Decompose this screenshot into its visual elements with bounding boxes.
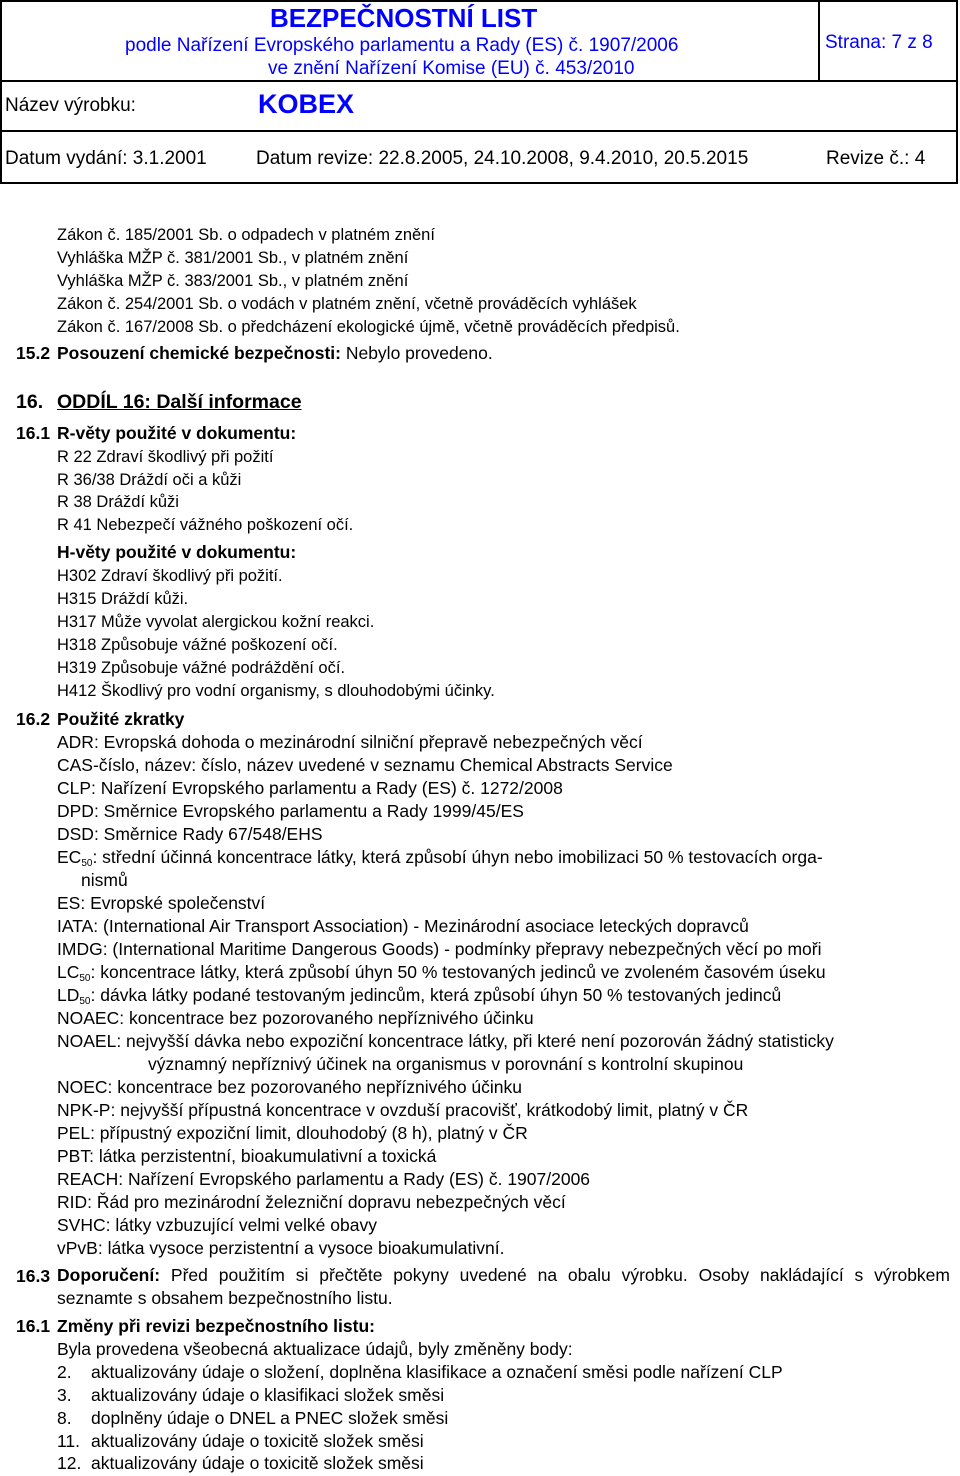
ld50-text: : dávka látky podané testovaným jedincům, která způsobí úhyn 50 % testovaných jedinců <box>90 985 782 1005</box>
abbreviation-lc50 <box>57 962 826 982</box>
abbreviation-svhc: SVHC: látky vzbuzující velmi velké obavy <box>57 1215 377 1235</box>
lc50-prefix: LC <box>57 962 80 982</box>
abbreviation-es: ES: Evropské společenství <box>57 893 266 913</box>
legislation-item: Zákon č. 185/2001 Sb. o odpadech v platném znění <box>57 226 435 244</box>
abbreviation-reach: REACH: Nařízení Evropského parlamentu a Rady (ES) č. 1907/2006 <box>57 1169 591 1189</box>
ec50-subscript: 50 <box>81 858 93 869</box>
abbreviation-imdg: IMDG: (International Maritime Dangerous Goods) - podmínky přepravy nebezpečných věcí po moři <box>57 939 822 959</box>
lc50-subscript: 50 <box>79 973 91 984</box>
abbreviation-adr: ADR: Evropská dohoda o mezinárodní silniční přepravě nebezpečných věcí <box>57 732 643 752</box>
abbreviation-pel: PEL: přípustný expoziční limit, dlouhodobý (8 h), platný v ČR <box>57 1123 528 1143</box>
revision-item-text: aktualizovány údaje o toxicitě složek směsi <box>91 1431 424 1451</box>
revision-changes-title: Změny při revizi bezpečnostního listu: <box>57 1316 375 1336</box>
revision-item-text: aktualizovány údaje o klasifikaci složek směsi <box>91 1385 445 1405</box>
product-label: Název výrobku: <box>5 95 136 116</box>
h-phrase: H318 Způsobuje vážné poškození očí. <box>57 636 338 654</box>
revision-changes-intro: Byla provedena všeobecná aktualizace údajů, byly změněny body: <box>57 1339 573 1359</box>
revision-item-number: 11. <box>57 1431 81 1451</box>
legislation-item: Vyhláška MŽP č. 381/2001 Sb., v platném znění <box>57 249 409 267</box>
regulation-line-2: ve znění Nařízení Komise (EU) č. 453/2010 <box>268 58 635 79</box>
legislation-item: Vyhláška MŽP č. 383/2001 Sb., v platném znění <box>57 272 409 290</box>
abbreviation-ec50-continued: nismů <box>81 870 128 890</box>
abbreviation-cas: CAS-číslo, název: číslo, název uvedené v seznamu Chemical Abstracts Service <box>57 755 673 775</box>
product-name: KOBEX <box>258 89 355 119</box>
revision-item-text: doplněny údaje o DNEL a PNEC složek směsi <box>91 1408 449 1428</box>
header-border-top <box>0 0 958 2</box>
r-phrase: R 36/38 Dráždí oči a kůži <box>57 471 242 489</box>
recommendation-paragraph <box>57 1264 950 1310</box>
abbreviation-npkp: NPK-P: nejvyšší přípustná koncentrace v ovzduší pracovišť, krátkodobý limit, platný v ČR <box>57 1100 749 1120</box>
document-header <box>0 0 958 184</box>
revision-item-number: 12. <box>57 1453 82 1473</box>
revision-number: Revize č.: 4 <box>826 148 926 169</box>
csa-value: Nebylo provedeno. <box>340 343 493 363</box>
header-divider-page <box>818 0 820 82</box>
revision-item-text: aktualizovány údaje o složení, doplněna klasifikace a označení směsi podle nařízení CLP <box>91 1362 783 1382</box>
section-number: 16. <box>16 391 44 413</box>
chemical-safety-assessment <box>57 343 493 363</box>
abbreviation-pbt: PBT: látka perzistentní, bioakumulativní a toxická <box>57 1146 437 1166</box>
abbreviation-noec: NOEC: koncentrace bez pozorovaného nepříznivého účinku <box>57 1077 522 1097</box>
revision-item-number: 8. <box>57 1408 72 1428</box>
h-phrases-title: H-věty použité v dokumentu: <box>57 542 297 562</box>
abbreviation-dsd: DSD: Směrnice Rady 67/548/EHS <box>57 824 323 844</box>
header-border-left <box>0 0 2 184</box>
recommendation-text: Před použitím si přečtěte pokyny uvedené na obalu výrobku. Osoby nakládající s výrobkem seznamte s obsahem bezpečnostního listu. <box>57 1265 950 1308</box>
r-phrase: R 22 Zdraví škodlivý při požití <box>57 448 274 466</box>
section-number: 16.1 <box>16 1316 51 1336</box>
header-border-right <box>956 0 958 184</box>
r-phrase: R 41 Nebezpečí vážného poškození očí. <box>57 516 354 534</box>
header-divider-row1 <box>0 80 958 82</box>
legislation-item: Zákon č. 167/2008 Sb. o předcházení ekologické újmě, včetně prováděcích předpisů. <box>57 318 680 336</box>
h-phrase: H319 Způsobuje vážné podráždění očí. <box>57 659 346 677</box>
csa-label: Posouzení chemické bezpečnosti: <box>57 343 341 363</box>
regulation-line-1: podle Nařízení Evropského parlamentu a Rady (ES) č. 1907/2006 <box>125 35 679 56</box>
abbreviation-vpvb: vPvB: látka vysoce perzistentní a vysoce bioakumulativní. <box>57 1238 505 1258</box>
revision-dates: Datum revize: 22.8.2005, 24.10.2008, 9.4.2010, 20.5.2015 <box>256 148 749 169</box>
lc50-text: : koncentrace látky, která způsobí úhyn 50 % testovaných jedinců ve zvoleném časovém úseku <box>90 962 826 982</box>
section-number: 16.3 <box>16 1266 51 1286</box>
h-phrase: H317 Může vyvolat alergickou kožní reakci. <box>57 613 375 631</box>
h-phrase: H315 Dráždí kůži. <box>57 590 189 608</box>
ld50-subscript: 50 <box>79 996 91 1007</box>
abbreviation-noaec: NOAEC: koncentrace bez pozorovaného nepříznivého účinku <box>57 1008 534 1028</box>
revision-item-text: aktualizovány údaje o toxicitě složek směsi <box>91 1453 424 1473</box>
ld50-prefix: LD <box>57 985 80 1005</box>
section-number: 16.1 <box>16 423 51 443</box>
ec50-text: : střední účinná koncentrace látky, která způsobí úhyn nebo imobilizaci 50 % testovacích orga- <box>92 847 823 867</box>
abbreviation-noael: NOAEL: nejvyšší dávka nebo expoziční koncentrace látky, při které není pozorován žádný statisticky <box>57 1031 834 1051</box>
r-phrase: R 38 Dráždí kůži <box>57 493 179 511</box>
section-16-heading: ODDÍL 16: Další informace <box>57 391 302 413</box>
revision-item-number: 3. <box>57 1385 72 1405</box>
page-number: Strana: 7 z 8 <box>825 32 933 53</box>
legislation-item: Zákon č. 254/2001 Sb. o vodách v platném znění, včetně prováděcích vyhlášek <box>57 295 637 313</box>
h-phrase: H412 Škodlivý pro vodní organismy, s dlouhodobými účinky. <box>57 682 495 700</box>
abbreviation-rid: RID: Řád pro mezinárodní železniční dopravu nebezpečných věcí <box>57 1192 566 1212</box>
header-border-bottom <box>0 182 958 184</box>
revision-item-number: 2. <box>57 1362 72 1382</box>
r-phrases-title: R-věty použité v dokumentu: <box>57 423 297 443</box>
abbreviation-ld50 <box>57 985 781 1005</box>
issue-date: Datum vydání: 3.1.2001 <box>5 148 207 169</box>
section-number: 16.2 <box>16 709 51 729</box>
section-number: 15.2 <box>16 343 51 363</box>
document-title: BEZPEČNOSTNÍ LIST <box>270 3 538 33</box>
abbreviation-noael-continued: významný nepříznivý účinek na organismus v porovnání s kontrolní skupinou <box>148 1054 744 1074</box>
ec50-prefix: EC <box>57 847 82 867</box>
abbreviation-iata: IATA: (International Air Transport Association) - Mezinárodní asociace leteckých dopravců <box>57 916 749 936</box>
abbreviations-title: Použité zkratky <box>57 709 185 729</box>
abbreviation-dpd: DPD: Směrnice Evropského parlamentu a Rady 1999/45/ES <box>57 801 524 821</box>
header-divider-row2 <box>0 130 958 132</box>
abbreviation-ec50 <box>57 847 823 867</box>
recommendation-label: Doporučení: <box>57 1265 161 1285</box>
abbreviation-clp: CLP: Nařízení Evropského parlamentu a Rady (ES) č. 1272/2008 <box>57 778 563 798</box>
h-phrase: H302 Zdraví škodlivý při požití. <box>57 567 283 585</box>
